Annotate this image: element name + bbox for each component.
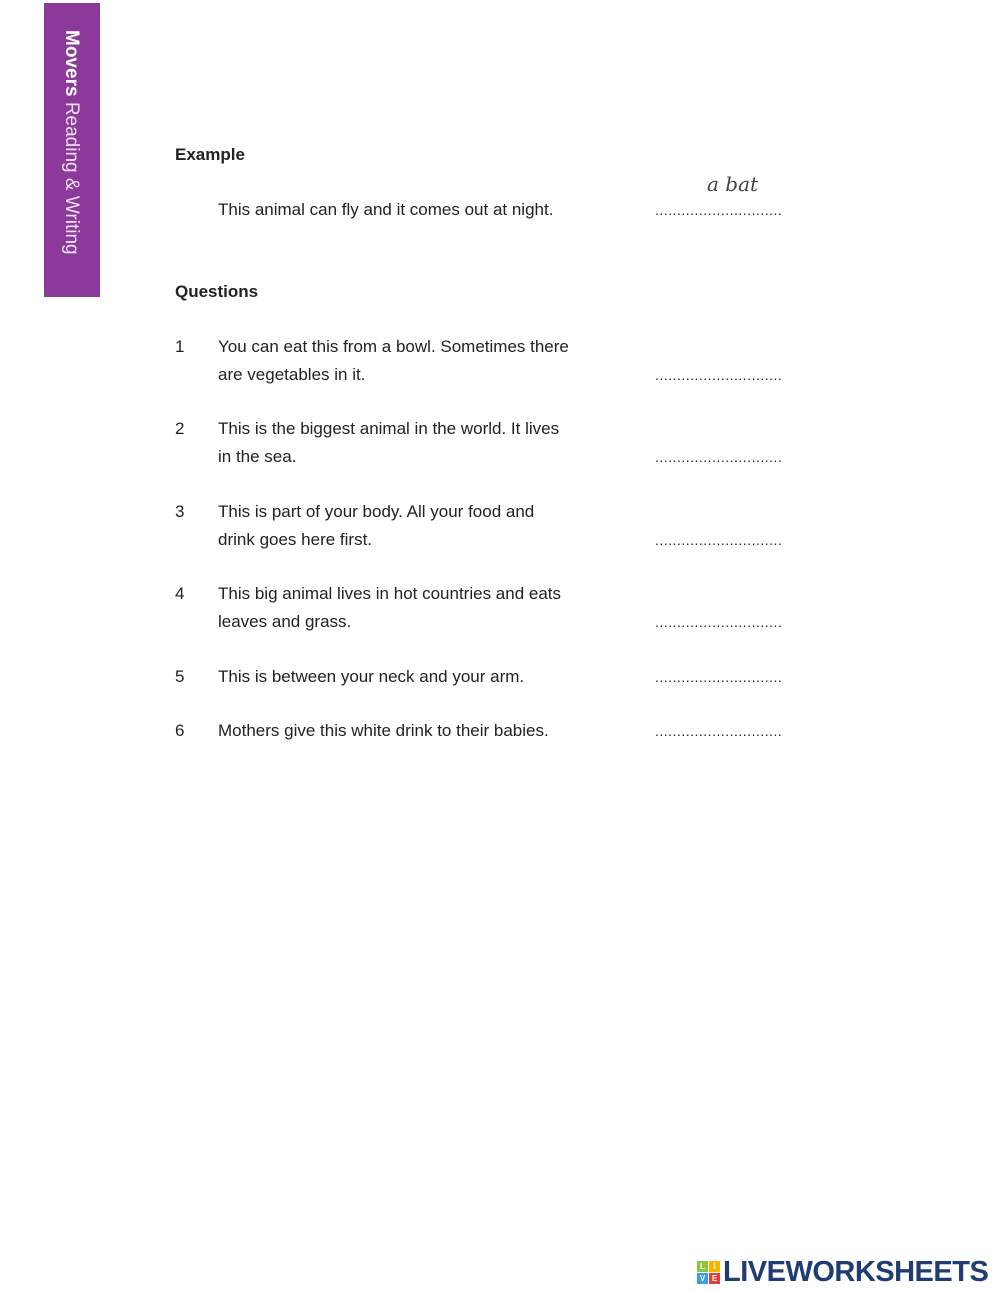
answer-input-5[interactable] xyxy=(655,663,815,687)
answer-dots: ............................. xyxy=(655,367,783,383)
question-number: 1 xyxy=(175,337,185,356)
question-text xyxy=(218,415,648,471)
section-label: Reading & Writing xyxy=(61,101,82,255)
tile-i: I xyxy=(709,1261,720,1272)
liveworksheets-logo xyxy=(697,1256,988,1289)
answer-dots: ............................. xyxy=(655,614,783,630)
answer-dots: ............................. xyxy=(655,532,783,548)
question-number: 4 xyxy=(175,584,185,603)
answer-input-1[interactable] xyxy=(655,361,815,385)
answer-dots: ............................. xyxy=(655,723,783,739)
question-number: 6 xyxy=(175,721,185,740)
question-line-2: leaves and grass. xyxy=(218,612,352,631)
question-row xyxy=(175,580,815,636)
question-row xyxy=(175,333,815,389)
question-number: 2 xyxy=(175,419,185,438)
answer-input-6[interactable] xyxy=(655,717,815,741)
tile-v: V xyxy=(697,1273,708,1284)
answer-dots: ............................. xyxy=(655,669,783,685)
question-line-1: Mothers give this white drink to their babies. xyxy=(218,721,549,740)
live-tiles-icon xyxy=(697,1261,720,1284)
example-answer: a bat xyxy=(707,172,759,196)
question-number: 5 xyxy=(175,667,185,686)
answer-input-2[interactable] xyxy=(655,443,815,467)
logo-text: LIVEWORKSHEETS xyxy=(723,1256,989,1288)
answer-dots: ............................. xyxy=(655,202,783,218)
tile-l: L xyxy=(697,1261,708,1272)
question-row xyxy=(175,415,815,471)
question-text xyxy=(218,717,648,745)
answer-input-4[interactable] xyxy=(655,608,815,632)
question-row xyxy=(175,717,815,745)
example-heading: Example xyxy=(175,145,245,164)
example-text: This animal can fly and it comes out at night. xyxy=(218,200,554,219)
question-line-2: drink goes here first. xyxy=(218,530,373,549)
question-line-1: This is between your neck and your arm. xyxy=(218,667,525,686)
level-label: Movers xyxy=(61,30,82,97)
questions-heading: Questions xyxy=(175,282,259,301)
question-line-1: You can eat this from a bowl. Sometimes there xyxy=(218,337,569,356)
question-line-1: This is part of your body. All your food and xyxy=(218,502,535,521)
question-text xyxy=(218,580,648,636)
question-line-1: This big animal lives in hot countries and eats xyxy=(218,584,562,603)
question-line-2: are vegetables in it. xyxy=(218,365,366,384)
question-text xyxy=(218,498,648,554)
sidebar-title xyxy=(60,30,82,255)
question-line-1: This is the biggest animal in the world. It lives xyxy=(218,419,560,438)
answer-dots: ............................. xyxy=(655,449,783,465)
question-row xyxy=(175,663,815,691)
tile-e: E xyxy=(709,1273,720,1284)
question-text xyxy=(218,333,648,389)
question-number: 3 xyxy=(175,502,185,521)
question-text xyxy=(218,663,648,691)
question-line-2: in the sea. xyxy=(218,447,297,466)
question-row xyxy=(175,498,815,554)
answer-input-3[interactable] xyxy=(655,526,815,550)
